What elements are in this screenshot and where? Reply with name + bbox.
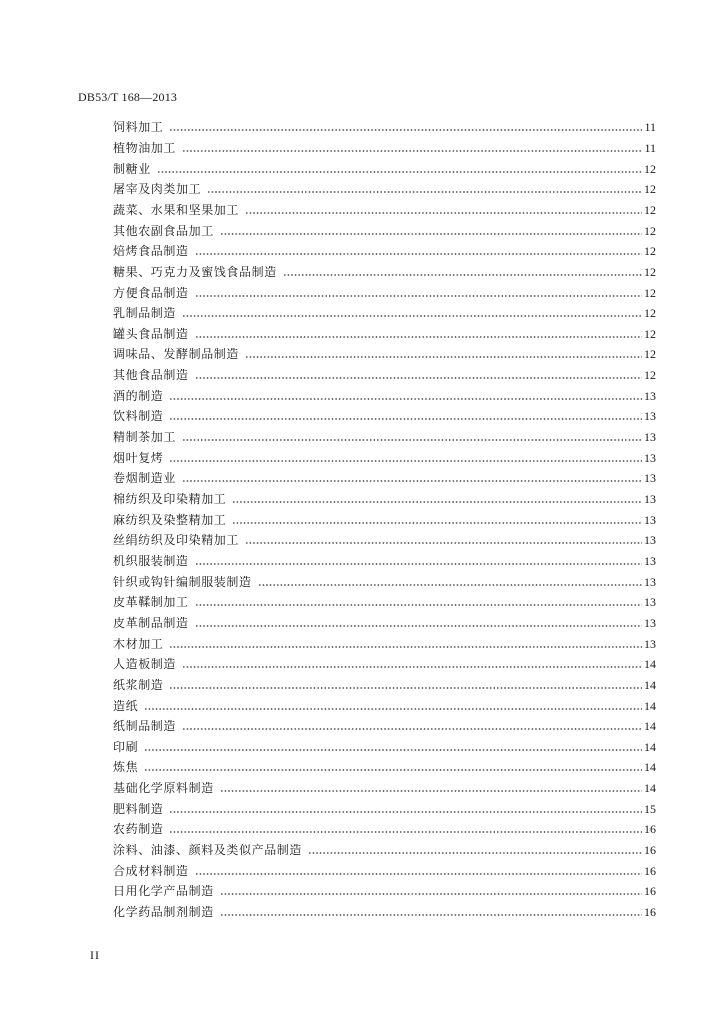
toc-entry-page: 12 [644,244,656,259]
toc-entry-page: 13 [644,492,656,506]
toc-entry [113,282,656,303]
toc-entry-title: 调味品、发酵制品制造 [113,347,240,362]
toc-entry-title: 制糖业 [113,161,151,176]
toc-dot-leader [220,913,642,917]
toc-entry-page: 14 [644,781,656,796]
toc-entry-title: 肥料制造 [113,801,164,816]
toc-entry-title: 化学药品制剂制造 [113,905,214,919]
toc-entry-title: 烟叶复烤 [113,450,164,465]
toc-entry [113,530,656,551]
toc-dot-leader [169,459,642,463]
toc-entry-title: 涂料、油漆、颜料及类似产品制造 [113,843,303,858]
toc-entry [113,881,656,902]
toc-entry [113,406,656,427]
toc-entry [113,158,656,179]
toc-entry [113,551,656,572]
toc-entry-page: 11 [644,120,656,135]
toc-dot-leader [182,665,642,669]
toc-entry-page: 13 [644,574,656,589]
toc-entry [113,633,656,654]
toc-dot-leader [195,603,642,607]
toc-entry-title: 精制茶加工 [113,430,177,445]
toc-dot-leader [144,748,642,752]
toc-entry-page: 13 [644,553,656,568]
toc-entry-title: 卷烟制造业 [113,471,177,486]
toc-entry-title: 印刷 [113,739,139,754]
toc-entry [113,241,656,262]
toc-dot-leader [220,232,642,236]
toc-entry-page: 13 [644,388,656,403]
toc-entry-title: 纸浆制造 [113,677,164,692]
toc-dot-leader [169,397,642,401]
toc-entry-title: 日用化学产品制造 [113,884,214,899]
toc-entry [113,778,656,799]
toc-entry-page: 14 [644,657,656,672]
toc-entry-page: 14 [644,698,656,713]
toc-entry [113,757,656,778]
toc-entry-title: 炼焦 [113,760,139,775]
toc-entry-title: 焙烤食品制造 [113,244,189,259]
toc-entry-page: 14 [644,719,656,734]
toc-dot-leader [220,892,642,896]
toc-entry-title: 方便食品制造 [113,285,189,300]
toc-entry [113,200,656,221]
toc-entry-title: 基础化学原料制造 [113,781,214,796]
toc-entry-page: 16 [644,905,656,919]
toc-dot-leader [195,872,642,876]
toc-entry-page: 12 [644,285,656,300]
toc-entry-title: 木材加工 [113,636,164,651]
toc-entry [113,819,656,840]
toc-entry-title: 蔬菜、水果和坚果加工 [113,202,240,217]
toc-dot-leader [245,211,642,215]
toc-entry-page: 13 [644,471,656,486]
toc-entry-title: 植物油加工 [113,140,177,155]
toc-entry-title: 乳制品制造 [113,306,177,321]
toc-entry-page: 13 [644,512,656,527]
toc-dot-leader [182,479,642,483]
toc-entry [113,447,656,468]
toc-entry-page: 12 [644,326,656,341]
toc-entry [113,860,656,881]
toc-dot-leader [245,541,642,545]
toc-entry [113,179,656,200]
toc-dot-leader [182,149,642,153]
toc-entry-title: 纸制品制造 [113,719,177,734]
toc-entry-page: 16 [644,822,656,837]
toc-entry-page: 14 [644,739,656,754]
toc-entry [113,427,656,448]
toc-entry-title: 针织或钩针编制服装制造 [113,574,252,589]
toc-dot-leader [258,583,642,587]
toc-entry-title: 农药制造 [113,822,164,837]
toc-dot-leader [169,128,642,132]
toc-entry-page: 11 [644,140,656,155]
document-code-header: DB53/T 168—2013 [78,90,178,104]
toc-entry-title: 饮料制造 [113,409,164,424]
toc-entry-page: 13 [644,450,656,465]
toc-entry-title: 机织服装制造 [113,553,189,568]
toc-entry-title: 皮革制品制造 [113,615,189,630]
toc-entry [113,695,656,716]
toc-dot-leader [169,417,642,421]
toc-entry [113,675,656,696]
toc-entry [113,613,656,634]
toc-entry-page: 12 [644,161,656,176]
toc-dot-leader [195,335,642,339]
toc-entry-title: 皮革鞣制加工 [113,595,189,610]
toc-entry-page: 13 [644,533,656,548]
toc-entry-page: 16 [644,843,656,858]
toc-entry [113,468,656,489]
toc-entry-page: 15 [644,801,656,816]
page-number-footer: II [90,948,100,962]
toc-entry-page: 16 [644,863,656,878]
toc-dot-leader [182,314,642,318]
toc-entry-page: 12 [644,202,656,217]
toc-entry-page: 12 [644,347,656,362]
toc-entry-title: 屠宰及肉类加工 [113,182,202,197]
toc-dot-leader [232,521,642,525]
toc-entry-title: 丝绢纺织及印染精加工 [113,533,240,548]
toc-dot-leader [169,830,642,834]
toc-entry-title: 酒的制造 [113,388,164,403]
toc-entry [113,117,656,138]
toc-entry-title: 合成材料制造 [113,863,189,878]
toc-entry [113,592,656,613]
toc-entry [113,220,656,241]
table-of-contents [113,117,656,917]
toc-dot-leader [195,252,642,256]
toc-entry-title: 其他农副食品加工 [113,223,214,238]
toc-entry-title: 麻纺织及染整精加工 [113,512,227,527]
toc-entry [113,138,656,159]
toc-entry [113,365,656,386]
toc-entry-page: 16 [644,884,656,899]
toc-entry-page: 13 [644,409,656,424]
toc-entry-page: 12 [644,182,656,197]
toc-dot-leader [169,645,642,649]
toc-entry [113,385,656,406]
toc-entry-title: 棉纺织及印染精加工 [113,492,227,506]
toc-dot-leader [157,170,642,174]
toc-entry-title: 造纸 [113,698,139,713]
toc-entry-title: 人造板制造 [113,657,177,672]
toc-entry [113,324,656,345]
toc-entry [113,716,656,737]
toc-entry [113,489,656,510]
toc-dot-leader [169,686,642,690]
toc-dot-leader [195,624,642,628]
toc-dot-leader [195,562,642,566]
toc-entry-title: 饲料加工 [113,120,164,135]
toc-entry [113,509,656,530]
toc-entry [113,798,656,819]
toc-entry [113,262,656,283]
toc-dot-leader [182,727,642,731]
toc-dot-leader [169,810,642,814]
toc-dot-leader [232,500,642,504]
toc-dot-leader [195,376,642,380]
toc-entry-page: 14 [644,760,656,775]
toc-dot-leader [245,355,642,359]
toc-entry-page: 12 [644,368,656,383]
toc-entry [113,840,656,861]
toc-entry-page: 13 [644,430,656,445]
toc-entry [113,344,656,365]
toc-entry [113,654,656,675]
toc-entry [113,303,656,324]
toc-entry-page: 13 [644,615,656,630]
toc-entry-page: 13 [644,595,656,610]
toc-dot-leader [308,851,642,855]
toc-entry [113,902,656,923]
toc-dot-leader [195,294,642,298]
toc-dot-leader [220,789,642,793]
toc-entry-page: 14 [644,677,656,692]
toc-dot-leader [144,768,642,772]
toc-entry-title: 罐头食品制造 [113,326,189,341]
toc-dot-leader [283,273,642,277]
toc-entry-page: 12 [644,223,656,238]
toc-entry [113,571,656,592]
toc-dot-leader [144,707,642,711]
toc-entry-title: 糖果、巧克力及蜜饯食品制造 [113,264,277,279]
toc-entry-page: 12 [644,306,656,321]
toc-dot-leader [207,190,642,194]
toc-entry-page: 13 [644,636,656,651]
toc-dot-leader [182,438,642,442]
toc-entry-page: 12 [644,264,656,279]
toc-entry-title: 其他食品制造 [113,368,189,383]
toc-entry [113,737,656,758]
